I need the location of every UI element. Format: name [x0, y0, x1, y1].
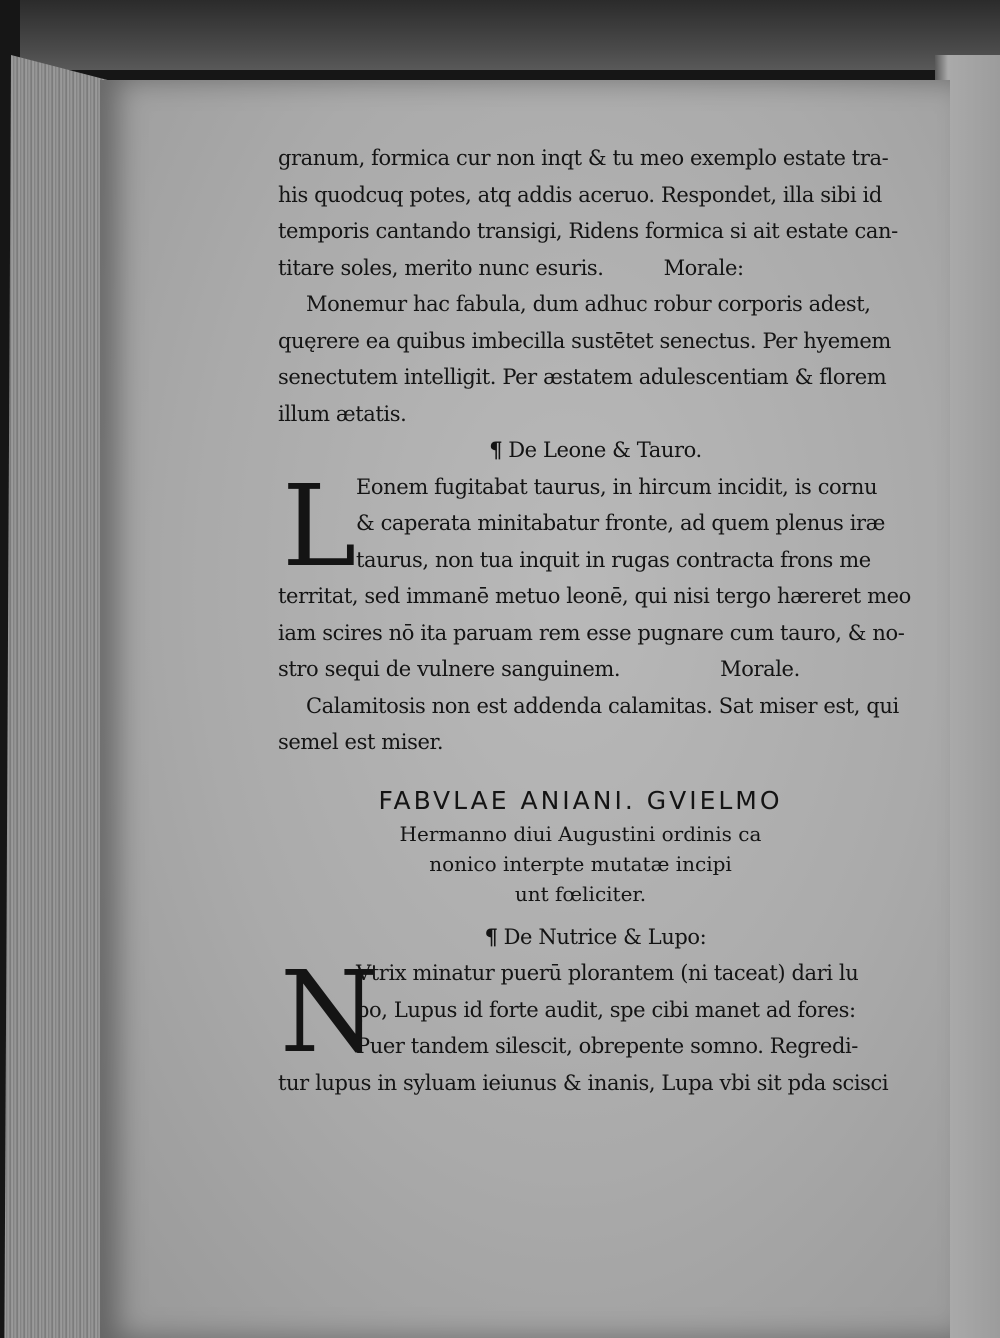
morale-label: Morale: — [663, 255, 744, 280]
text-segment: titare soles, merito nunc esuris. — [278, 255, 604, 280]
text-line: temporis cantando transigi, Ridens formica si ait estate can- — [278, 219, 898, 243]
text-line: semel est miser. — [278, 730, 444, 754]
section-title: FABVLAE ANIANI. GVIELMO — [378, 785, 783, 815]
page-edges — [0, 55, 110, 1338]
text-line: tur lupus in syluam ieiunus & inanis, Lupa vbi sit pda scisci — [278, 1070, 889, 1095]
text-line: taurus, non tua inquit in rugas contracta frons me — [356, 547, 871, 572]
fable-heading — [278, 432, 883, 469]
text-line: Monemur hac fabula, dum adhuc robur corporis adest, — [306, 292, 871, 316]
text-line — [278, 250, 883, 287]
text-line: quęrere ea quibus imbecilla sustētet senectus. Per hyemem — [278, 328, 891, 353]
page-text — [278, 140, 911, 1101]
section-subtitle-line: nonico interpte mutatæ incipi — [429, 851, 732, 876]
initial-paragraph — [278, 461, 885, 592]
text-line: senectutem intelligit. Per æstatem adulescentiam & florem — [278, 365, 887, 389]
text-line: illum ætatis. — [278, 401, 407, 426]
pilcrow-icon: ¶ — [484, 923, 498, 949]
text-line: po, Lupus id forte audit, spe cibi manet ad fores: — [356, 997, 856, 1022]
pilcrow-icon: ¶ — [489, 437, 503, 462]
heading-text: De Nutrice & Lupo: — [503, 924, 707, 949]
book-top-edge — [20, 0, 1000, 70]
text-line: his quodcuq potes, atq addis aceruo. Respondet, illa sibi id — [278, 182, 882, 207]
text-line: iam scires nō ita paruam rem esse pugnare cum tauro, & no- — [278, 620, 905, 645]
section-title-block — [278, 783, 883, 909]
text-line: Vtrix minatur puerū plorantem (ni taceat) dari lu — [356, 961, 859, 985]
text-line: granum, formica cur non inqt & tu meo exemplo estate tra- — [278, 146, 889, 170]
drop-cap: N — [280, 948, 378, 1078]
text-segment: stro sequi de vulnere sanguinem. — [278, 657, 621, 681]
drop-cap: L — [282, 461, 357, 592]
text-line: & caperata minitabatur fronte, ad quem plenus iræ — [356, 511, 885, 535]
heading-text: De Leone & Tauro. — [508, 438, 702, 462]
section-subtitle-line: Hermanno diui Augustini ordinis ca — [399, 821, 762, 846]
text-line: Eonem fugitabat taurus, in hircum incidit, is cornu — [356, 474, 878, 499]
text-line: Calamitosis non est addenda calamitas. Sat miser est, qui — [306, 693, 899, 718]
initial-paragraph — [278, 948, 883, 1078]
text-line: Puer tandem silescit, obrepente somno. Regredi- — [356, 1034, 858, 1058]
morale-label: Morale. — [720, 657, 800, 681]
text-line: territat, sed immanē metuo leonē, qui nisi tergo hæreret meo — [278, 584, 911, 608]
section-subtitle-line: unt fœliciter. — [514, 881, 647, 906]
text-line — [278, 651, 883, 688]
